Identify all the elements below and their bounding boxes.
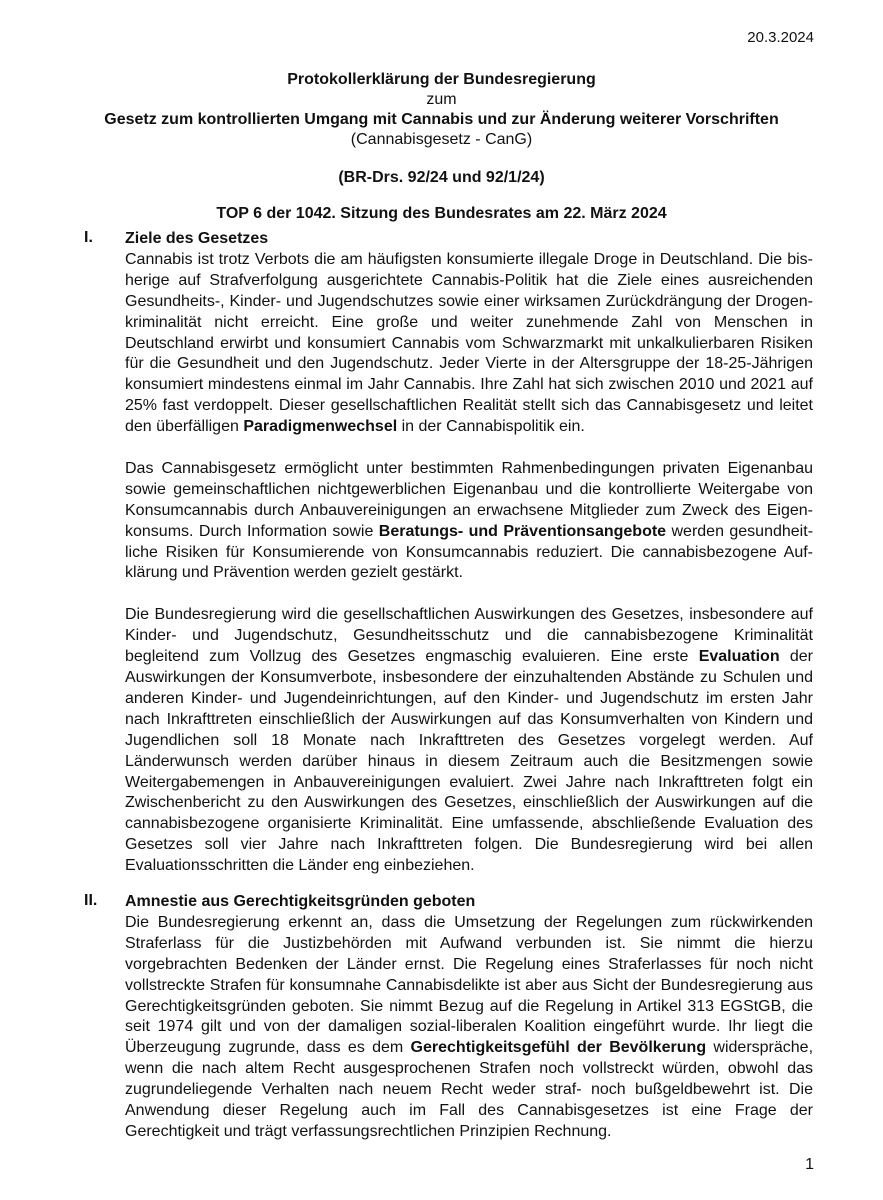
paragraph [125,605,813,877]
text-run: der Auswirkungen der Konsumverbote, insbesondere der einzuhaltenden Abstände zu Schulen und anderen Kinder- und Jugendeinrichtungen, auf den Kinder- und Jugendschutz im ersten Jahr nach Inkrafttreten einschließlich der Auswirkungen auf das Konsumverhalten von Kindern und Jugendlichen soll 18 Monate nach Inkrafttreten des Gesetzes vorgelegt werden. Auf Länderwunsch werden darüber hinaus in diesem Zeitraum auch die Besitzmengen sowie Weitergabemengen in Anbauvereinigungen evaluiert. Zwei Jahre nach Inkrafttreten folgt ein Zwischenbericht zu den Auswirkungen des Gesetzes, einschließlich der Auswirkungen auf die cannabisbezogene organisierte Kriminalität. Eine umfassende, abschließende Evaluation des Gesetzes soll vier Jahre nach Inkrafttreten folgen. Die Bundesregierung wird bei allen Evaluationsschritten die Länder eng einbeziehen. [125,648,813,875]
text-run: in der Cannabispolitik ein. [397,418,585,436]
document-date: 20.3.2024 [747,29,814,46]
title-line-4: (Cannabisgesetz - CanG) [350,131,533,148]
page-number: 1 [805,1156,814,1173]
paragraph [125,459,813,584]
bold-term: Paradigmenwechsel [243,418,398,436]
agenda-item: TOP 6 der 1042. Sitzung des Bundesrates am 22. März 2024 [216,205,667,222]
bold-term: Gerechtigkeitsgefühl der Bevölkerung [410,1039,707,1057]
paragraph [125,250,813,438]
section-title: Amnestie aus Gerechtigkeitsgründen geboten [125,893,476,910]
paragraph [125,913,813,1143]
text-run: Die Bundesregierung erkennt an, dass die Umsetzung der Regelungen zum rückwirkenden Straferlass für die Justizbehörden mit Aufwand verbunden ist. Sie nimmt die hierzu vorgebrachten Bedenken der Länder ernst. Die Regelung eines Straferlasses für noch nicht vollstreckte Strafen für konsumnahe Cannabisdelikte ist aber aus Sicht der Bundesregierung aus Gerechtigkeitsgründen geboten. Sie nimmt Bezug auf die Regelung in Artikel 313 EGStGB, die seit 1974 gilt und von der damaligen sozial-liberalen Koalition eingeführt wurde. Ihr liegt die Überzeugung zugrunde, dass es dem [125,913,813,1057]
bold-term: Evaluation [698,648,780,666]
title-line-1: Protokollerklärung der Bundesregierung [287,71,596,88]
title-line-3: Gesetz zum kontrollierten Umgang mit Cannabis und zur Änderung weiterer Vorschriften [104,111,779,128]
drucksache-reference: (BR-Drs. 92/24 und 92/1/24) [338,169,545,186]
title-line-2: zum [426,91,457,108]
section-body [125,892,813,1143]
bold-term: Beratungs- und Präventionsangebote [378,522,667,540]
section-body [125,229,813,877]
text-run: Die Bundesregierung wird die gesellschaftlichen Auswirkungen des Gesetzes, insbesondere auf Kinder- und Jugendschutz, Gesundheitsschutz und die cannabisbezogene Kriminalität begleitend zum Vollzug des Gesetzes engmaschig evaluieren. Eine erste [125,606,813,666]
title-block [60,70,823,224]
section-title: Ziele des Gesetzes [125,230,269,247]
section-number: I. [84,229,93,246]
text-run: werden gesundheitliche Risiken für Konsumierende von Konsumcannabis reduziert. Die cannabisbezogene Aufklärung und Prävention werden gezielt gestärkt. [125,522,814,582]
section-number: II. [84,892,98,909]
text-run: Cannabis ist trotz Verbots die am häufigsten konsumierte illegale Droge in Deutschland. Die bisherige auf Strafverfolgung ausgerichtete Cannabis-Politik hat die Ziele eines ausreichenden Gesundheits-, Kinder- und Jugendschutzes sowie einer wirksamen Zurückdrängung der Drogenkriminalität nicht erreicht. Eine große und weiter zunehmende Zahl von Menschen in Deutschland erwirbt und konsumiert Cannabis vom Schwarzmarkt mit unkalkulierbaren Risiken für die Gesundheit und den Jugendschutz. Jeder Vierte in der Altersgruppe der 18-25-Jährigen konsumiert mindestens einmal im Jahr Cannabis. Ihre Zahl hat sich zwischen 2010 und 2021 auf 25% fast verdoppelt. Dieser gesellschaftlichen Realität stellt sich das Cannabisgesetz und leitet den überfälligen [125,250,813,436]
text-run: widerspräche, wenn die nach altem Recht ausgesprochenen Strafen noch vollstreckt würden, obwohl das zugrundeliegende Verhalten nach neuem Recht weder straf- noch bußgeldbewehrt ist. Die Anwendung dieser Regelung auch im Fall des Cannabisgesetzes ist eine Frage der Gerechtigkeit und trägt verfassungsrechtlichen Prinzipien Rechnung. [125,1039,814,1140]
text-run: Das Cannabisgesetz ermöglicht unter bestimmten Rahmenbedingungen privaten Eigenanbau sowie gemeinschaftlichen nichtgewerblichen Eigenanbau und die kontrollierte Weitergabe von Konsumcannabis durch Anbauvereinigungen an erwachsene Mitglieder zum Zweck des Eigenkonsums. Durch Information sowie [125,459,813,540]
